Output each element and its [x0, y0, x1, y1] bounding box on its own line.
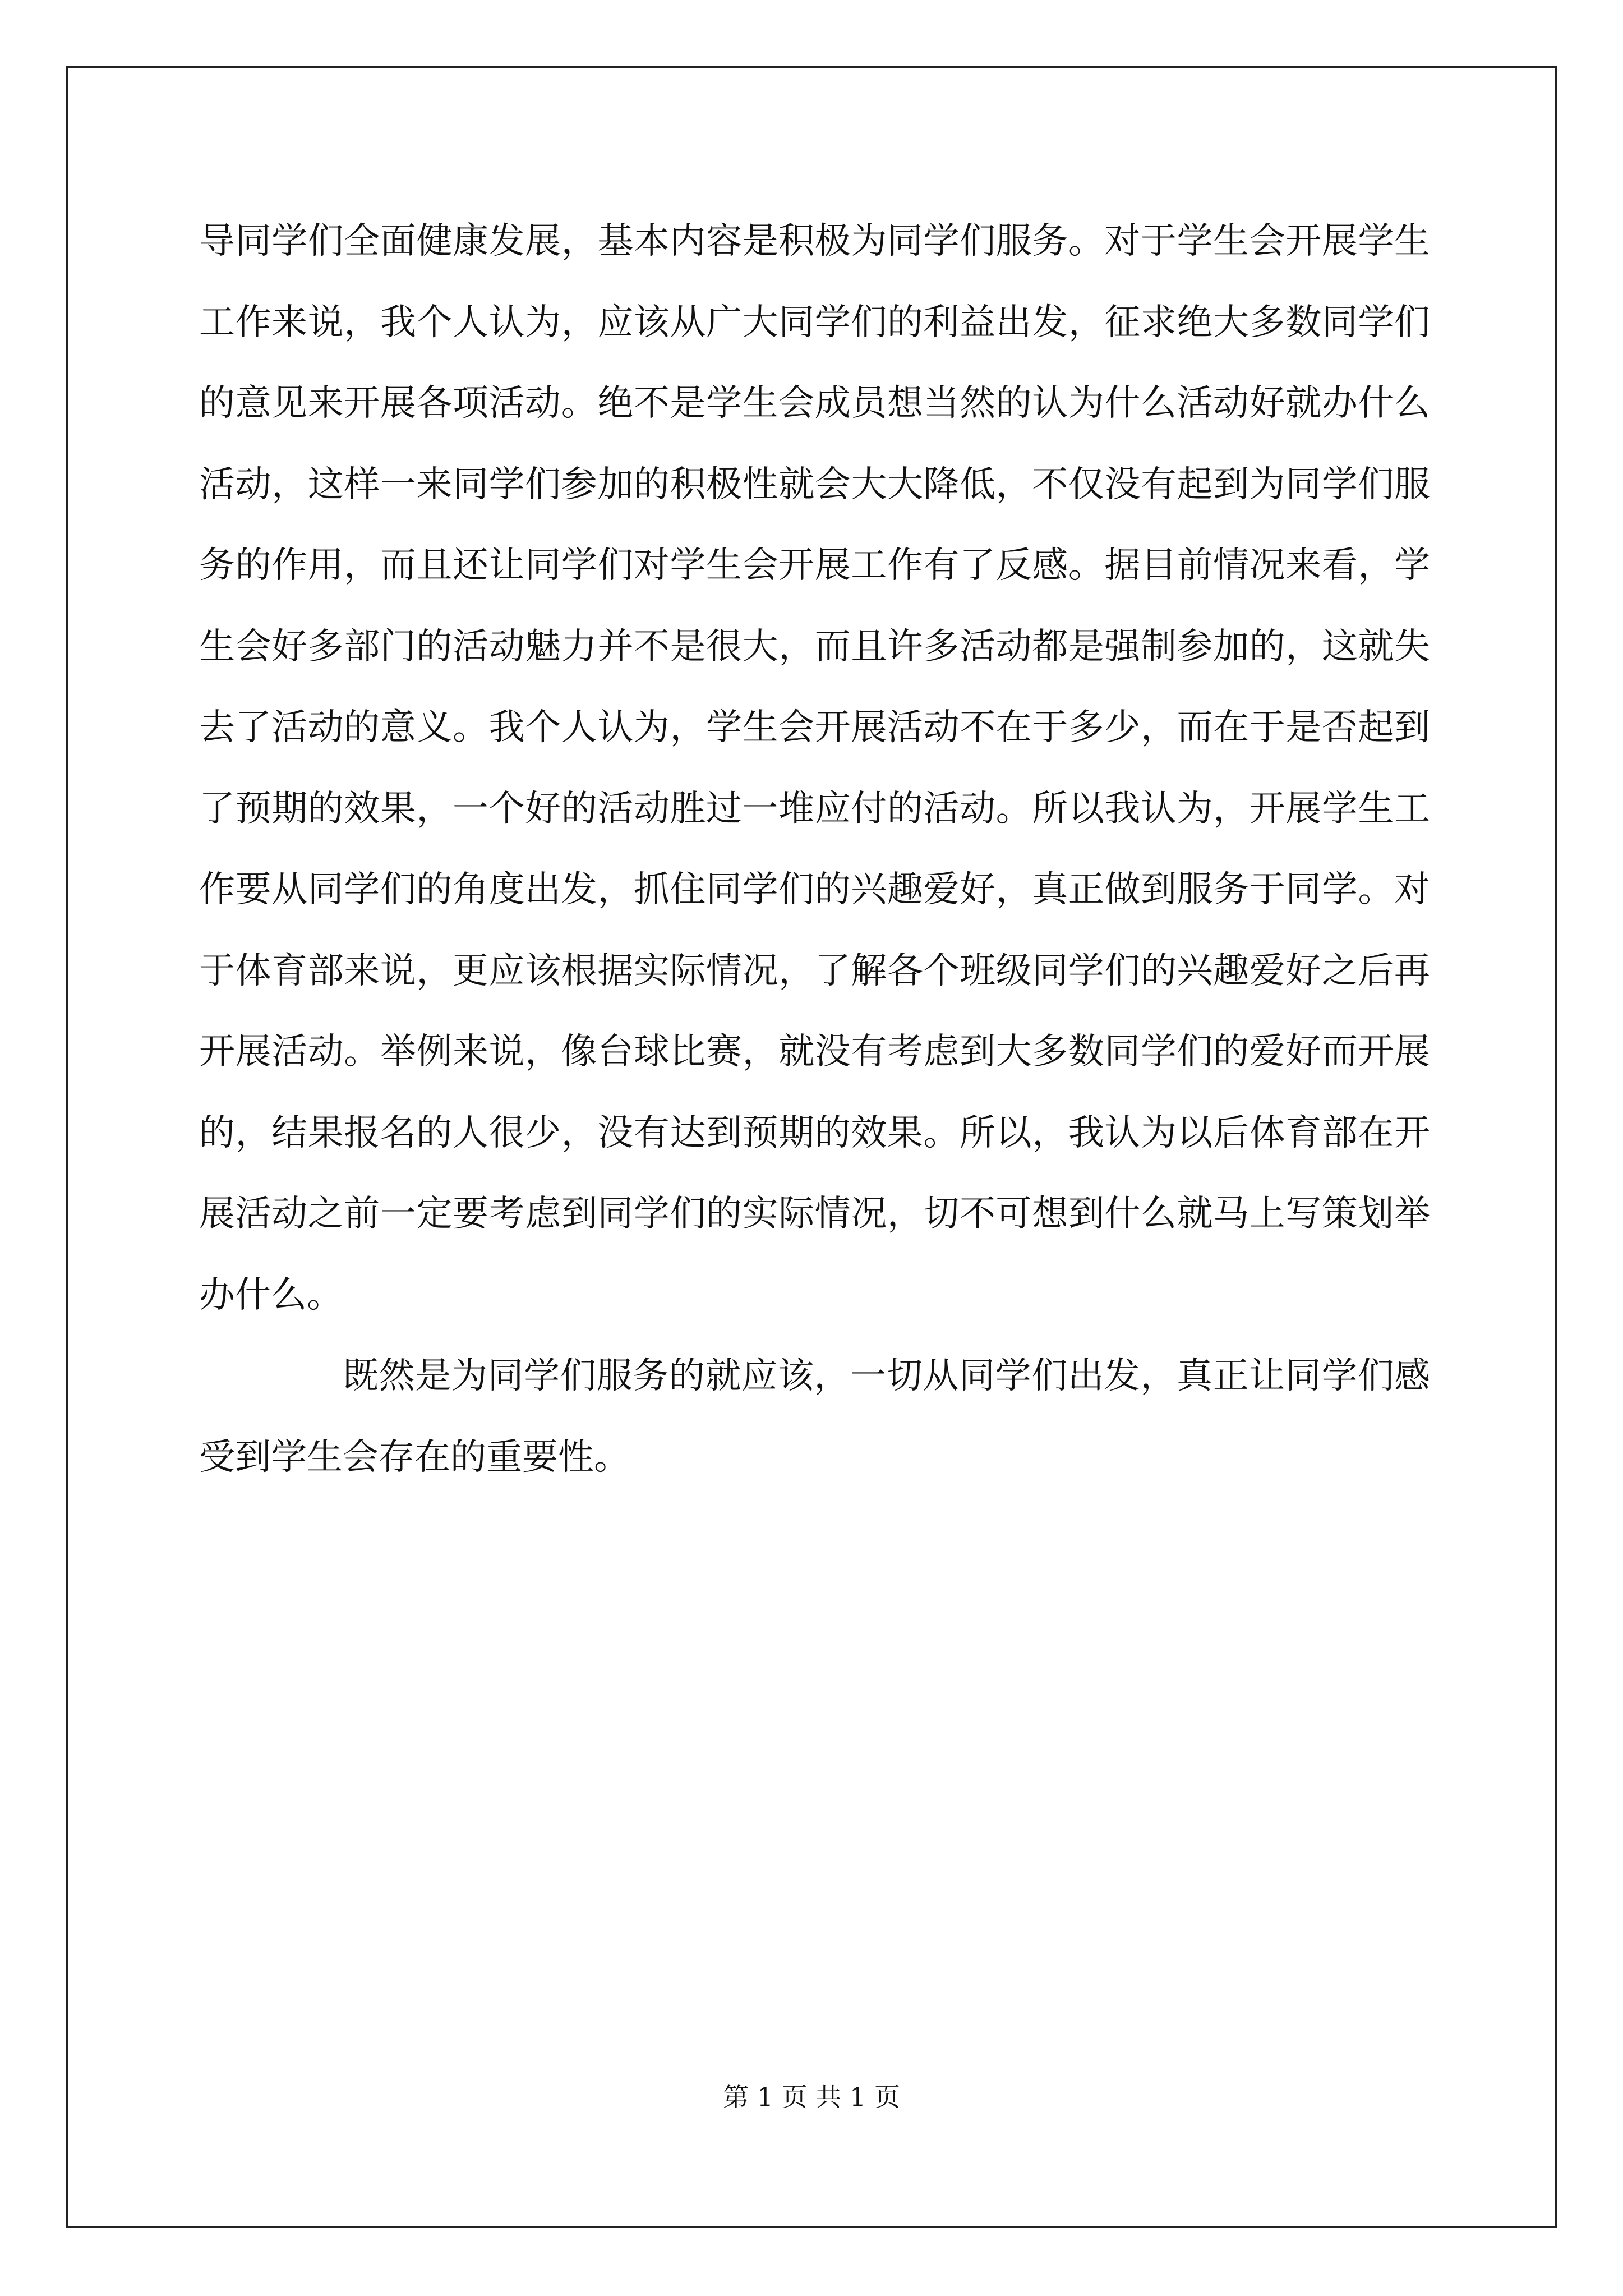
paragraph-1: 导同学们全面健康发展，基本内容是积极为同学们服务。对于学生会开展学生工作来说，我个人认为，应该从广大同学们的利益出发，征求绝大多数同学们的意见来开展各项活动。绝不是学生会成员想当然的认为什么活动好就办什么活动，这样一来同学们参加的积极性就会大大降低，不仅没有起到为同学们服务的作用，而且还让同学们对学生会开展工作有了反感。据目前情况来看，学生会好多部门的活动魅力并不是很大，而且许多活动都是强制参加的，这就失去了活动的意义。我个人认为，学生会开展活动不在于多少，而在于是否起到了预期的效果，一个好的活动胜过一堆应付的活动。所以我认为，开展学生工作要从同学们的角度出发，抓住同学们的兴趣爱好，真正做到服务于同学。对于体育部来说，更应该根据实际情况，了解各个班级同学们的兴趣爱好之后再开展活动。举例来说，像台球比赛，就没有考虑到大多数同学们的爱好而开展的，结果报名的人很少，没有达到预期的效果。所以，我认为以后体育部在开展活动之前一定要考虑到同学们的实际情况，切不可想到什么就马上写策划举办什么。: [199, 220, 1430, 1316]
page-footer: 第 1 页 共 1 页: [723, 2082, 900, 2112]
document-body: [199, 201, 1430, 1498]
paragraph-2: 既然是为同学们服务的就应该，一切从同学们出发，真正让同学们感受到学生会存在的重要性。: [199, 1355, 1430, 1478]
